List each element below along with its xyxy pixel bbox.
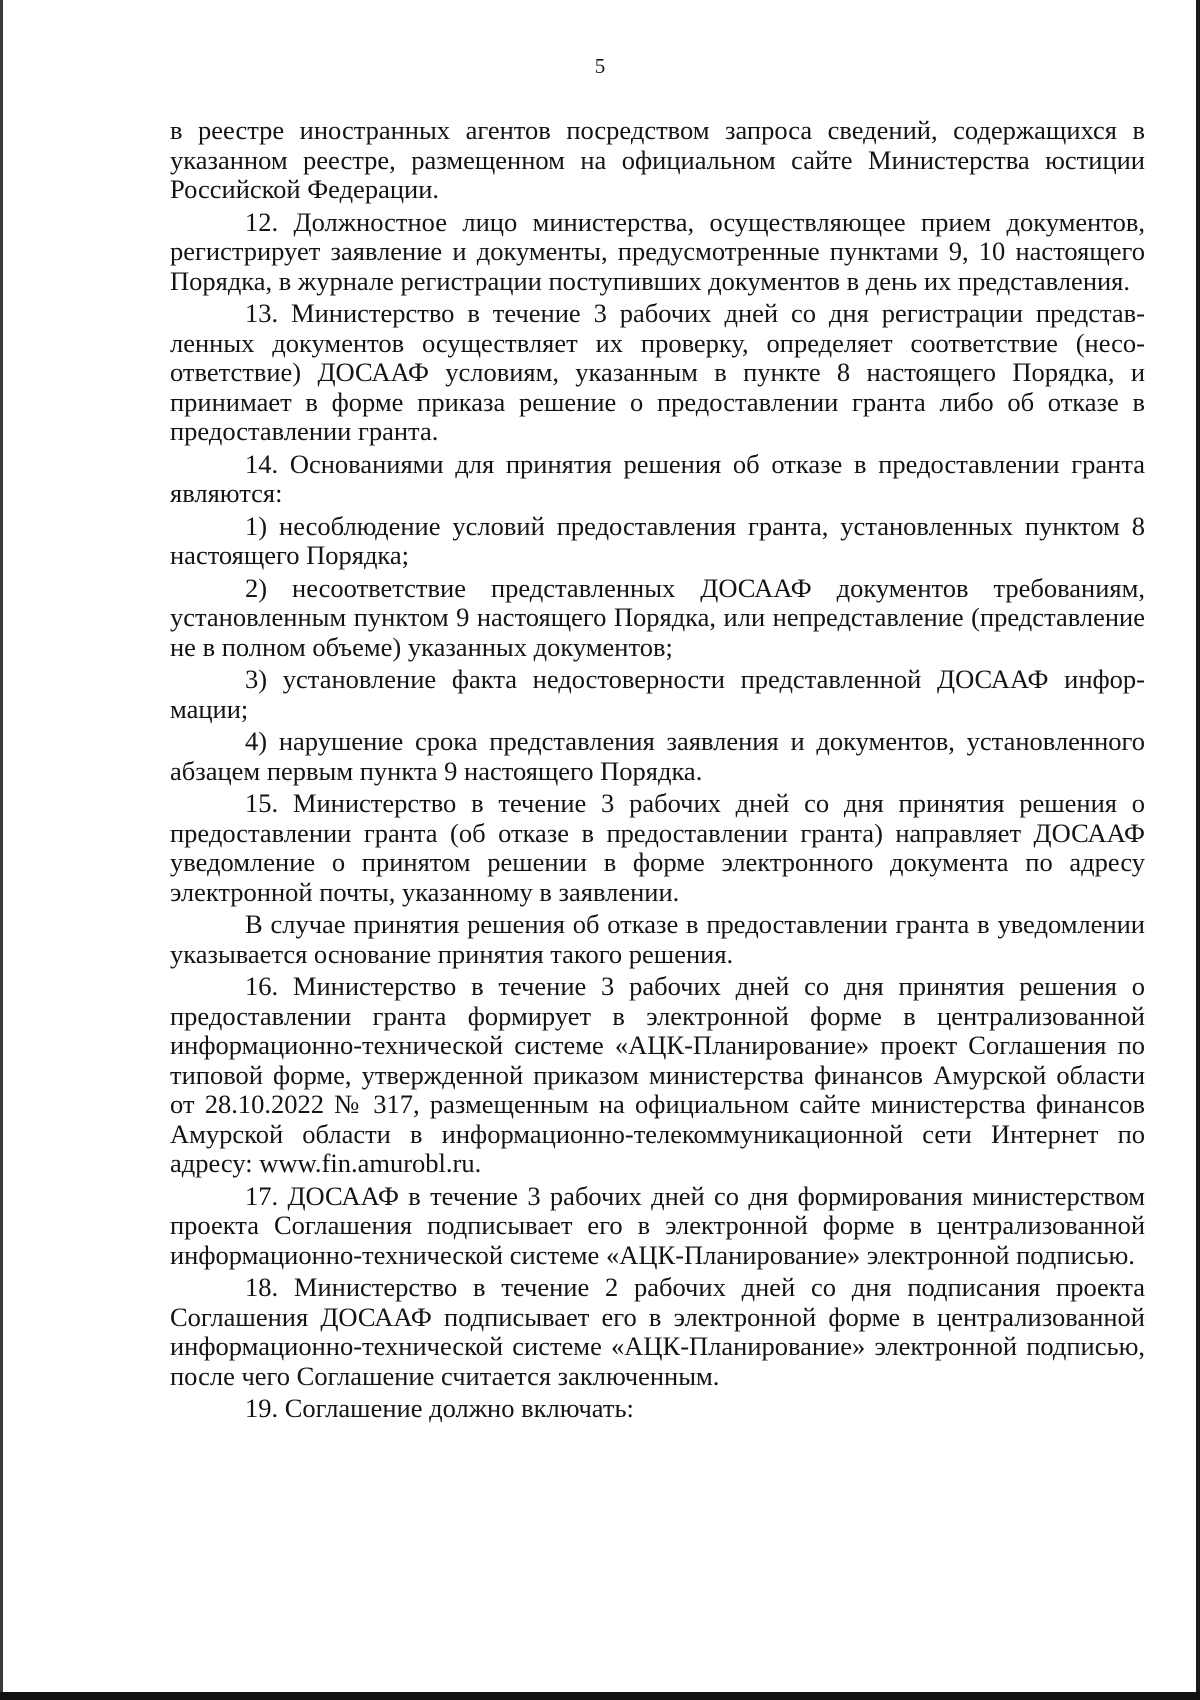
paragraph-item-14: 14. Основаниями для принятия решения об отказе в предоставлении гранта являются: [170,448,1145,508]
paragraph-item-16: 16. Министерство в течение 3 рабочих дней со дня принятия решения о предоставлении гранта формирует в электронной форме в централизованной информационно-технической системе «АЦК-Планирование» проект Соглашения по типовой форме, утвержденной приказом министерства финансов Амурской области от 28.10.2022 № 317, размещенным на официальном сайте министерства финансов Амурской области в информационно-телекоммуникационной сети Интернет по адресу: www.fin.amurobl.ru. [170,971,1145,1178]
paragraph-continuation: в реестре иностранных агентов посредством запроса сведений, содержащихся в указанном реестре, размещенном на официальном сайте Министерства юстиции Российской Федерации. [170,115,1145,204]
paragraph-item-18: 18. Министерство в течение 2 рабочих дней со дня подписания проекта Соглашения ДОСААФ подписывает его в электронной форме в централизованной информационно-технической системе «АЦК-Планирование» электронной подписью, после чего Соглашение считается заключенным. [170,1272,1145,1391]
page-number: 5 [594,54,606,78]
paragraph-item-15: 15. Министерство в течение 3 рабочих дней со дня принятия решения о предоставлении гранта (об отказе в предоставлении гранта) направляет ДОСААФ уведомление о принятом решении в форме электронного документа по адресу электронной почты, указанному в заявлении. [170,788,1145,907]
paragraph-item-15-refusal: В случае принятия решения об отказе в предоставлении гранта в уведомлении указывается основание принятия такого решения. [170,909,1145,969]
paragraph-subitem-1: 1) несоблюдение условий предоставления гранта, установленных пунктом 8 настоящего Порядка; [170,510,1145,570]
paragraph-item-17: 17. ДОСААФ в течение 3 рабочих дней со дня формирования министерством проекта Соглашения подписывает его в электронной форме в централизованной информационно-технической системе «АЦК-Планирование» электронной подписью. [170,1180,1145,1270]
paragraph-item-13: 13. Министерство в течение 3 рабочих дней со дня регистрации представленных документов осуществляет их проверку, определяет соответствие (несоответствие) ДОСААФ условиям, указанным в пункте 8 настоящего Порядка, и принимает в форме приказа решение о предоставлении гранта либо об отказе в предоставлении гранта. [170,298,1145,446]
paragraph-item-12: 12. Должностное лицо министерства, осуществляющее прием документов, регистрирует заявление и документы, предусмотренные пунктами 9, 10 настоящего Порядка, в журнале регистрации поступивших документов в день их представления. [170,206,1145,296]
paragraph-subitem-2: 2) несоответствие представленных ДОСААФ документов требованиям, установленным пунктом 9 настоящего Порядка, или непредставление (представление не в полном объеме) указанных документов; [170,572,1145,662]
page-right-edge [1196,0,1200,1700]
paragraph-subitem-4: 4) нарушение срока представления заявления и документов, установленного абзацем первым пункта 9 настоящего Порядка. [170,726,1145,786]
page-bottom-edge [0,1692,1200,1700]
document-body [170,116,1145,1427]
page-left-edge [0,0,3,1700]
paragraph-item-19: 19. Соглашение должно включать: [245,1393,634,1423]
paragraph-subitem-3: 3) установление факта недостоверности представленной ДОСААФ информации; [170,664,1145,724]
